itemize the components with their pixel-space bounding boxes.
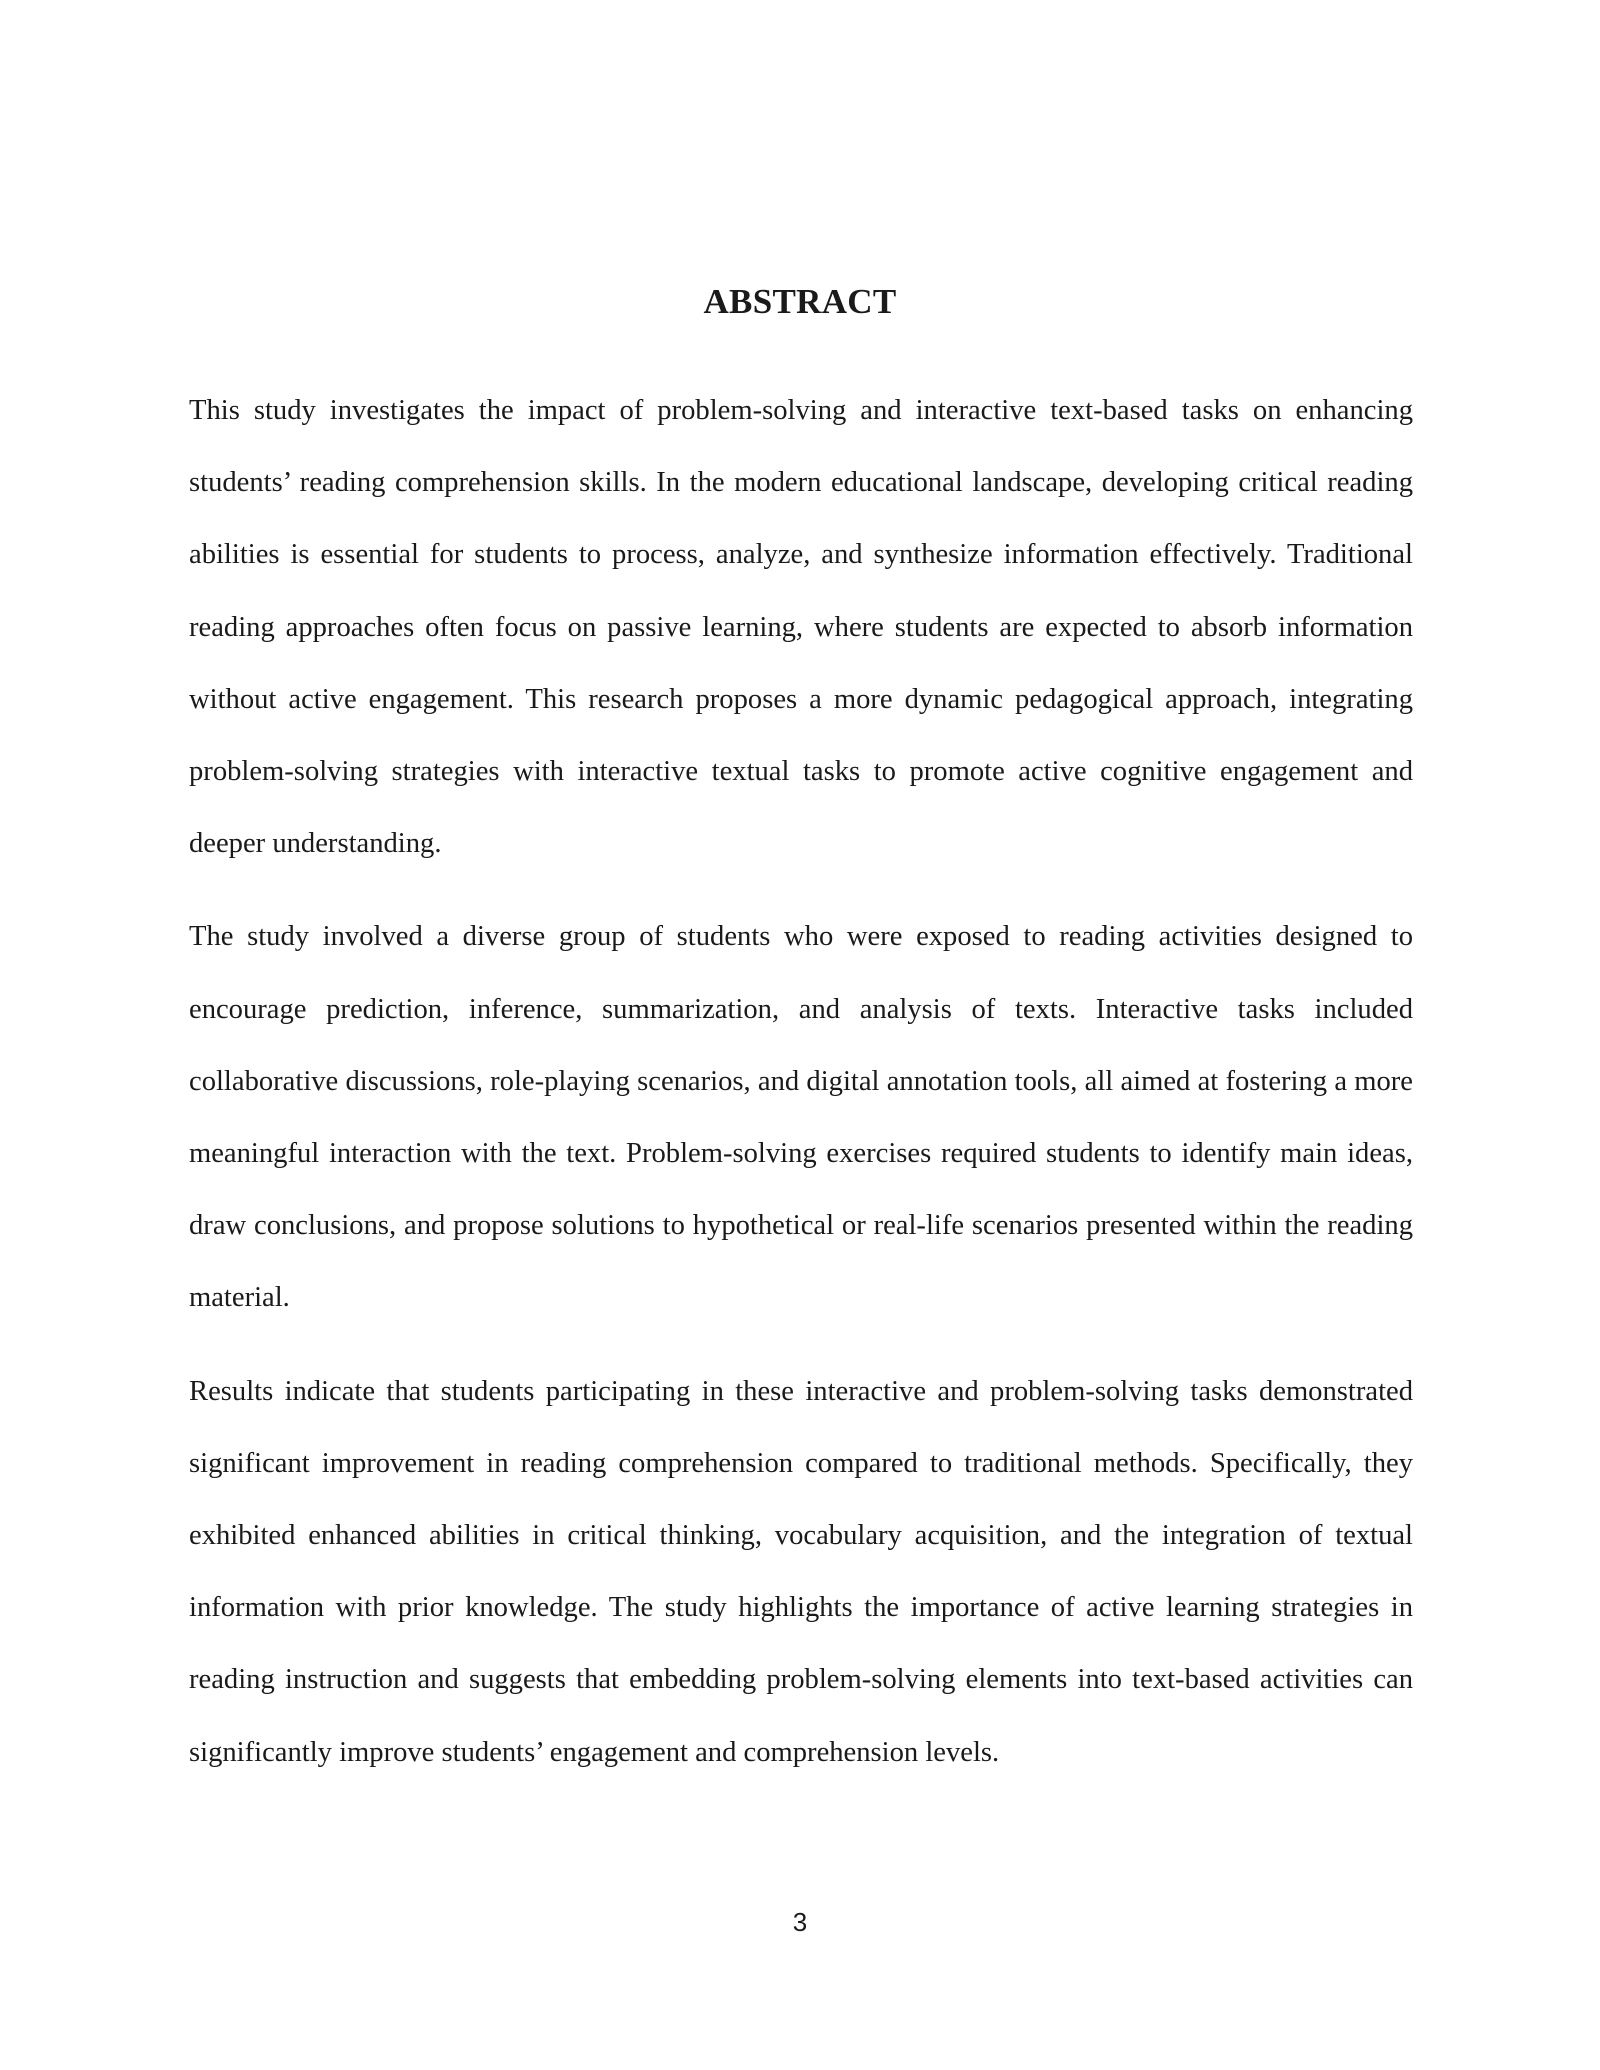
abstract-paragraph-1: This study investigates the impact of problem-solving and interactive text-based tasks on enhancing students’ reading comprehension skills. In the modern educational landscape, developing critical reading abilities is essential for students to process, analyze, and synthesize information effectively. Traditional reading approaches often focus on passive learning, where students are expected to absorb information without active engagement. This research proposes a more dynamic pedagogical approach, integrating problem-solving strategies with interactive textual tasks to promote active cognitive engagement and deeper understanding. (189, 395, 1413, 860)
abstract-paragraph-3: Results indicate that students participating in these interactive and problem-solving tasks demonstrated significant improvement in reading comprehension compared to traditional methods. Specifically, they exhibited enhanced abilities in critical thinking, vocabulary acquisition, and the integration of textual information with prior knowledge. The study highlights the importance of active learning strategies in reading instruction and suggests that embedding problem-solving elements into text-based activities can significantly improve students’ engagement and comprehension levels. (189, 1375, 1413, 1768)
abstract-paragraph-2: The study involved a diverse group of students who were exposed to reading activities designed to encourage prediction, inference, summarization, and analysis of texts. Interactive tasks included collaborative discussions, role-playing scenarios, and digital annotation tools, all aimed at fostering a more meaningful interaction with the text. Problem-solving exercises required students to identify main ideas, draw conclusions, and propose solutions to hypothetical or real-life scenarios presented within the reading material. (189, 921, 1413, 1314)
page-title: ABSTRACT (703, 282, 897, 321)
abstract-body (189, 375, 1413, 1810)
page-number: 3 (792, 1907, 808, 1937)
